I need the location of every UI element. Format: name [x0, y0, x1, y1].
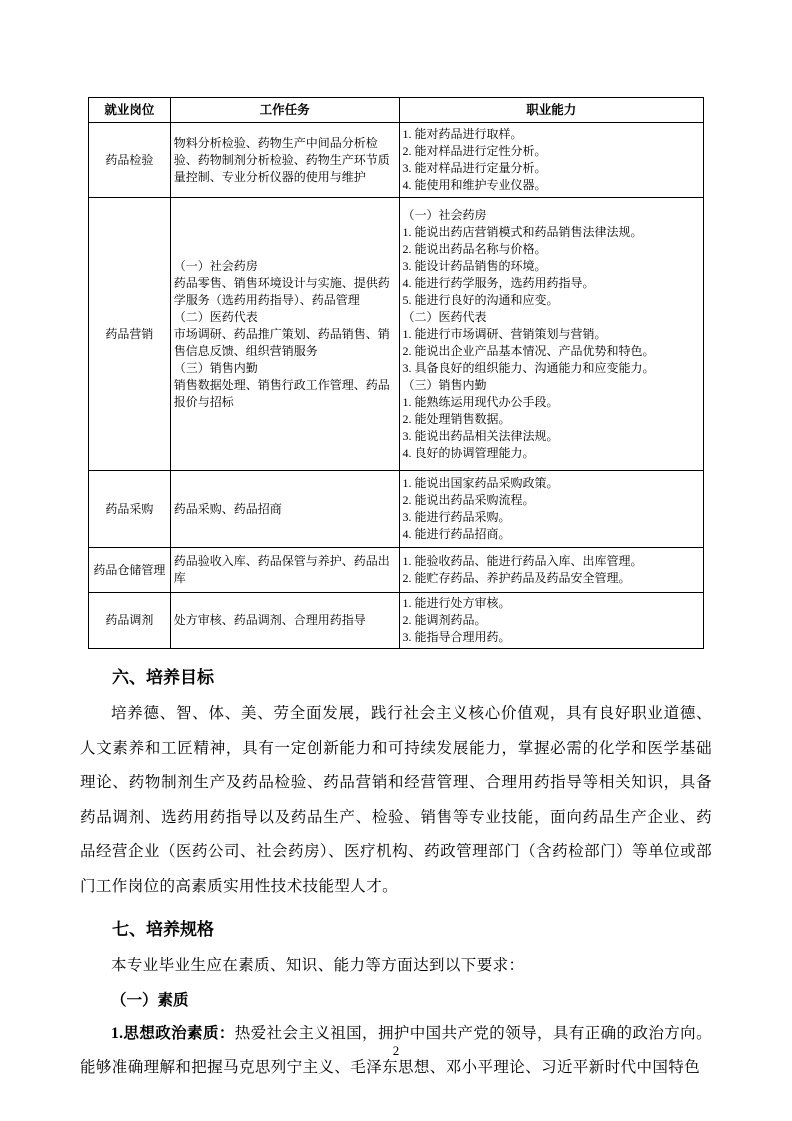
position-cell: 药品调剂: [89, 593, 171, 649]
body-paragraph: 本专业毕业生应在素质、知识、能力等方面达到以下要求：: [111, 957, 525, 974]
position-cell: 药品仓储管理: [89, 548, 171, 593]
ability-line: 3. 能对样品进行定量分析。: [402, 161, 547, 175]
task-line: 药品采购、药品招商: [173, 501, 282, 516]
task-line: 药品零售、销售环境设计与实施、提供药学服务（选药用药指导）、药品管理: [173, 275, 390, 307]
abilities-cell: [399, 471, 703, 548]
paragraph-text: 热爱社会主义祖国，拥护中国共产党的领导，具有正确的政治方向。能够准确理解和把握马克思列宁主义、毛泽东思想、邓小平理论、习近平新时代中国特色: [80, 1024, 712, 1076]
ability-line: 1. 能说出药店营销模式和药品销售法律法规。: [402, 224, 643, 239]
table-row: [89, 593, 704, 649]
ability-line: 1. 能熟练运用现代办公手段。: [402, 394, 559, 409]
tasks-cell: [170, 123, 399, 198]
ability-line: 1. 能进行市场调研、营销策划与营销。: [402, 326, 607, 341]
ability-line: 2. 能对样品进行定性分析。: [402, 144, 547, 158]
position-cell: 药品营销: [89, 198, 171, 471]
abilities-cell: [399, 593, 703, 649]
ability-line: 4. 能使用和维护专业仪器。: [402, 178, 547, 192]
task-line: 市场调研、药品推广策划、药品销售、销售信息反馈、组织营销服务: [173, 326, 390, 358]
ability-line: 4. 能进行药学服务，选药用药指导。: [402, 275, 595, 290]
tasks-cell: [170, 548, 399, 593]
ability-line: 1. 能验收药品、能进行药品入库、出库管理。: [402, 554, 643, 568]
jobs-table-header: [89, 98, 704, 123]
ability-line: 3. 能设计药品销售的环境。: [402, 258, 547, 273]
ability-line: 3. 能指导合理用药。: [402, 630, 511, 644]
ability-line: 2. 能说出企业产品基本情况、产品优势和特色。: [402, 343, 655, 358]
task-line: （二）医药代表: [173, 309, 258, 324]
position-cell: 药品检验: [89, 123, 171, 198]
tasks-cell: [170, 593, 399, 649]
section-heading: 六、培养目标: [112, 668, 214, 687]
ability-line: 1. 能对药品进行取样。: [402, 127, 523, 141]
ability-line: 5. 能进行良好的沟通和应变。: [402, 292, 559, 307]
ability-line: 2. 能贮存药品、养护药品及药品安全管理。: [402, 571, 631, 585]
ability-line: 3. 能进行药品采购。: [402, 510, 511, 524]
ability-line: 4. 良好的协调管理能力。: [402, 445, 535, 460]
ability-line: （三）销售内勤: [402, 377, 487, 392]
page-footer: [0, 1043, 792, 1059]
tasks-cell: [170, 471, 399, 548]
tasks-cell: [170, 198, 399, 471]
abilities-cell: [399, 198, 703, 471]
table-header-row: [89, 98, 704, 123]
ability-line: 4. 能进行药品招商。: [402, 527, 511, 541]
page-number: 2: [392, 1043, 400, 1058]
ability-line: 1. 能说出国家药品采购政策。: [402, 476, 559, 490]
ability-line: 1. 能进行处方审核。: [402, 596, 511, 610]
ability-line: 2. 能处理销售数据。: [402, 411, 511, 426]
task-line: （一）社会药房: [173, 258, 258, 273]
task-line: （三）销售内勤: [173, 360, 258, 375]
ability-line: （一）社会药房: [402, 207, 487, 222]
task-line: 销售数据处理、销售行政工作管理、药品报价与招标: [173, 377, 390, 409]
column-header: 工作任务: [170, 98, 399, 123]
ability-line: 3. 具备良好的组织能力、沟通能力和应变能力。: [402, 360, 655, 375]
task-line: 处方审核、药品调剂、合理用药指导: [173, 613, 366, 627]
abilities-cell: [399, 548, 703, 593]
ability-line: 3. 能说出药品相关法律法规。: [402, 428, 559, 443]
table-row: [89, 198, 704, 471]
jobs-table: [88, 97, 704, 649]
table-row: [89, 123, 704, 198]
task-line: 物料分析检验、药物生产中间品分析检验、药物制剂分析检验、药物生产环节质量控制、专业分析仪器的使用与维护: [173, 135, 390, 184]
table-row: [89, 471, 704, 548]
jobs-table-body: [89, 123, 704, 649]
document-sections: [80, 665, 712, 1086]
body-paragraph: 培养德、智、体、美、劳全面发展，践行社会主义核心价值观，具有良好职业道德、人文素养和工匠精神，具有一定创新能力和可持续发展能力，掌握必需的化学和医学基础理论、药物制剂生产及药品检验、药品营销和经营管理、合理用药指导等相关知识，具备药品调剂、选药用药指导以及药品生产、检验、销售等专业技能，面向药品生产企业、药品经营企业（医药公司、社会药房）、医疗机构、药政管理部门（含药检部门）等单位或部门工作岗位的高素质实用性技术技能型人才。: [80, 705, 712, 895]
position-cell: 药品采购: [89, 471, 171, 548]
abilities-cell: [399, 123, 703, 198]
task-line: 药品验收入库、药品保管与养护、药品出库: [173, 554, 390, 585]
ability-line: 2. 能说出药品采购流程。: [402, 493, 535, 507]
ability-line: 2. 能调剂药品。: [402, 613, 487, 627]
ability-line: 2. 能说出药品名称与价格。: [402, 241, 547, 256]
paragraph-bold-lead: 1.思想政治素质：: [111, 1024, 235, 1042]
table-row: [89, 548, 704, 593]
ability-line: （二）医药代表: [402, 309, 487, 324]
column-header: 职业能力: [399, 98, 703, 123]
section-heading: 七、培养规格: [112, 920, 214, 939]
column-header: 就业岗位: [89, 98, 171, 123]
section-subheading: （一）素质: [111, 991, 189, 1009]
